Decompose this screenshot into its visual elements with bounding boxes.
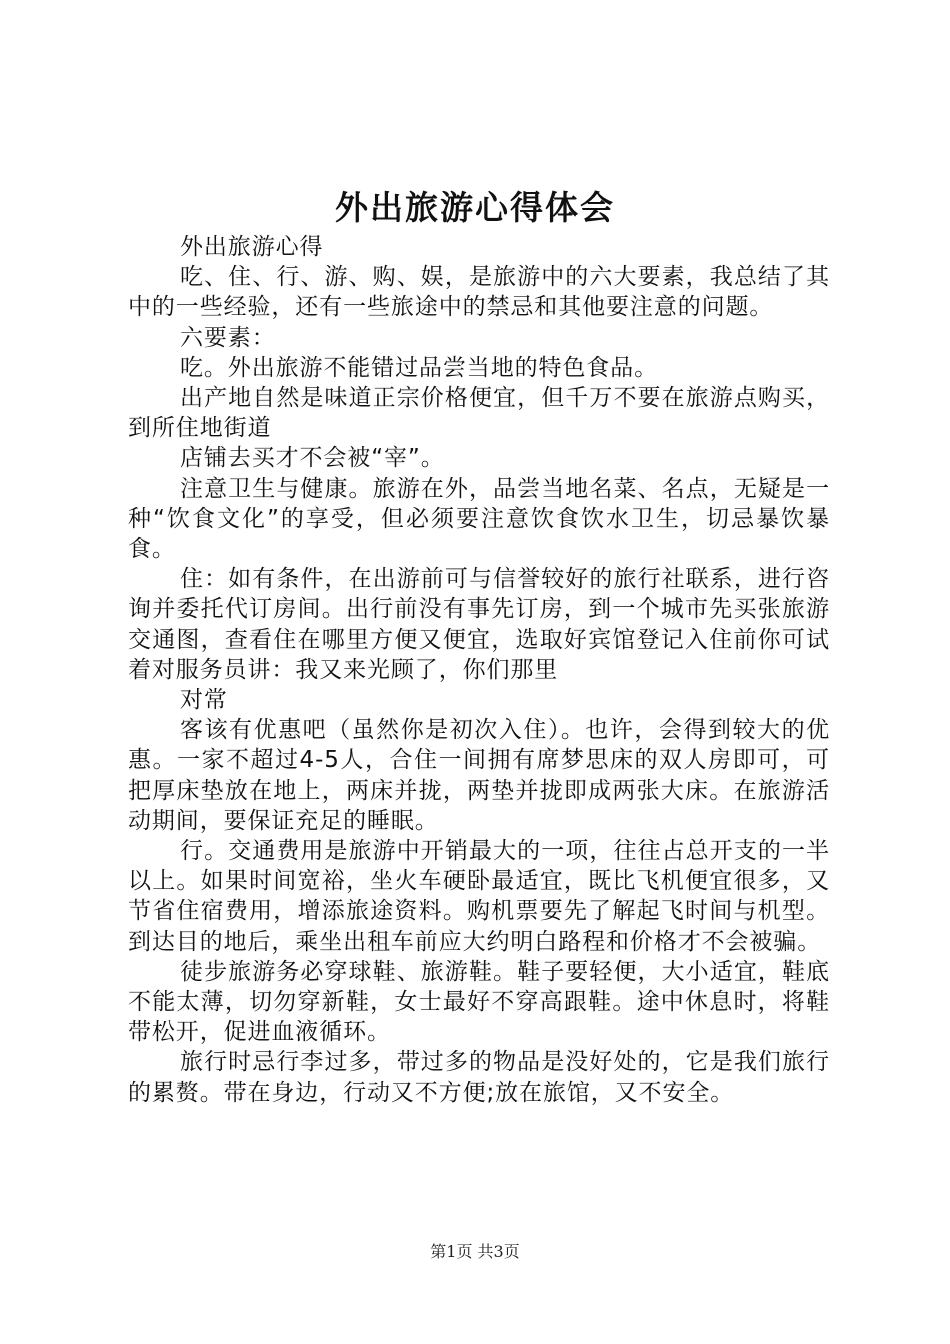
paragraph: 出产地自然是味道正宗价格便宜，但千万不要在旅游点购买，到所住地街道 xyxy=(128,385,830,442)
paragraph: 吃、住、行、游、购、娱，是旅游中的六大要素，我总结了其中的一些经验，还有一些旅途中的禁忌和其他要注意的问题。 xyxy=(128,264,830,321)
document-title: 外出旅游心得体会 xyxy=(335,188,615,227)
paragraph: 住：如有条件，在出游前可与信誉较好的旅行社联系，进行咨询并委托代订房间。出行前没有事先订房，到一个城市先买张旅游交通图，查看住在哪里方便又便宜，选取好宾馆登记入住前你可试着对服务员讲：我又来光顾了，你们那里 xyxy=(128,566,830,683)
paragraph: 客该有优惠吧（虽然你是初次入住）。也许，会得到较大的优惠。一家不超过4-5人，合住一间拥有席梦思床的双人房即可，可把厚床垫放在地上，两床并拢，两垫并拢即成两张大床。在旅游活动期间，要保证充足的睡眠。 xyxy=(128,717,830,834)
document-body xyxy=(128,232,830,1108)
paragraph: 外出旅游心得 xyxy=(180,234,324,260)
paragraph: 店铺去买才不会被“宰”。 xyxy=(180,445,445,472)
page-number-footer: 第1页 共3页 xyxy=(430,1242,520,1261)
paragraph: 六要素： xyxy=(180,324,276,351)
paragraph: 行。交通费用是旅游中开销最大的一项，往往占总开支的一半以上。如果时间宽裕，坐火车硬卧最适宜，既比飞机便宜很多，又节省住宿费用，增添旅途资料。购机票要先了解起飞时间与机型。到达目的地后，乘坐出租车前应大约明白路程和价格才不会被骗。 xyxy=(128,838,830,955)
paragraph: 旅行时忌行李过多，带过多的物品是没好处的，它是我们旅行的累赘。带在身边，行动又不方便;放在旅馆，又不安全。 xyxy=(128,1049,830,1106)
paragraph: 对常 xyxy=(180,687,228,714)
paragraph: 徒步旅游务必穿球鞋、旅游鞋。鞋子要轻便，大小适宜，鞋底不能太薄，切勿穿新鞋，女士最好不穿高跟鞋。途中休息时，将鞋带松开，促进血液循环。 xyxy=(128,958,830,1046)
paragraph: 注意卫生与健康。旅游在外，品尝当地名菜、名点，无疑是一种“饮食文化”的享受，但必须要注意饮食饮水卫生，切忌暴饮暴食。 xyxy=(128,475,830,563)
paragraph: 吃。外出旅游不能错过品尝当地的特色食品。 xyxy=(180,354,658,381)
